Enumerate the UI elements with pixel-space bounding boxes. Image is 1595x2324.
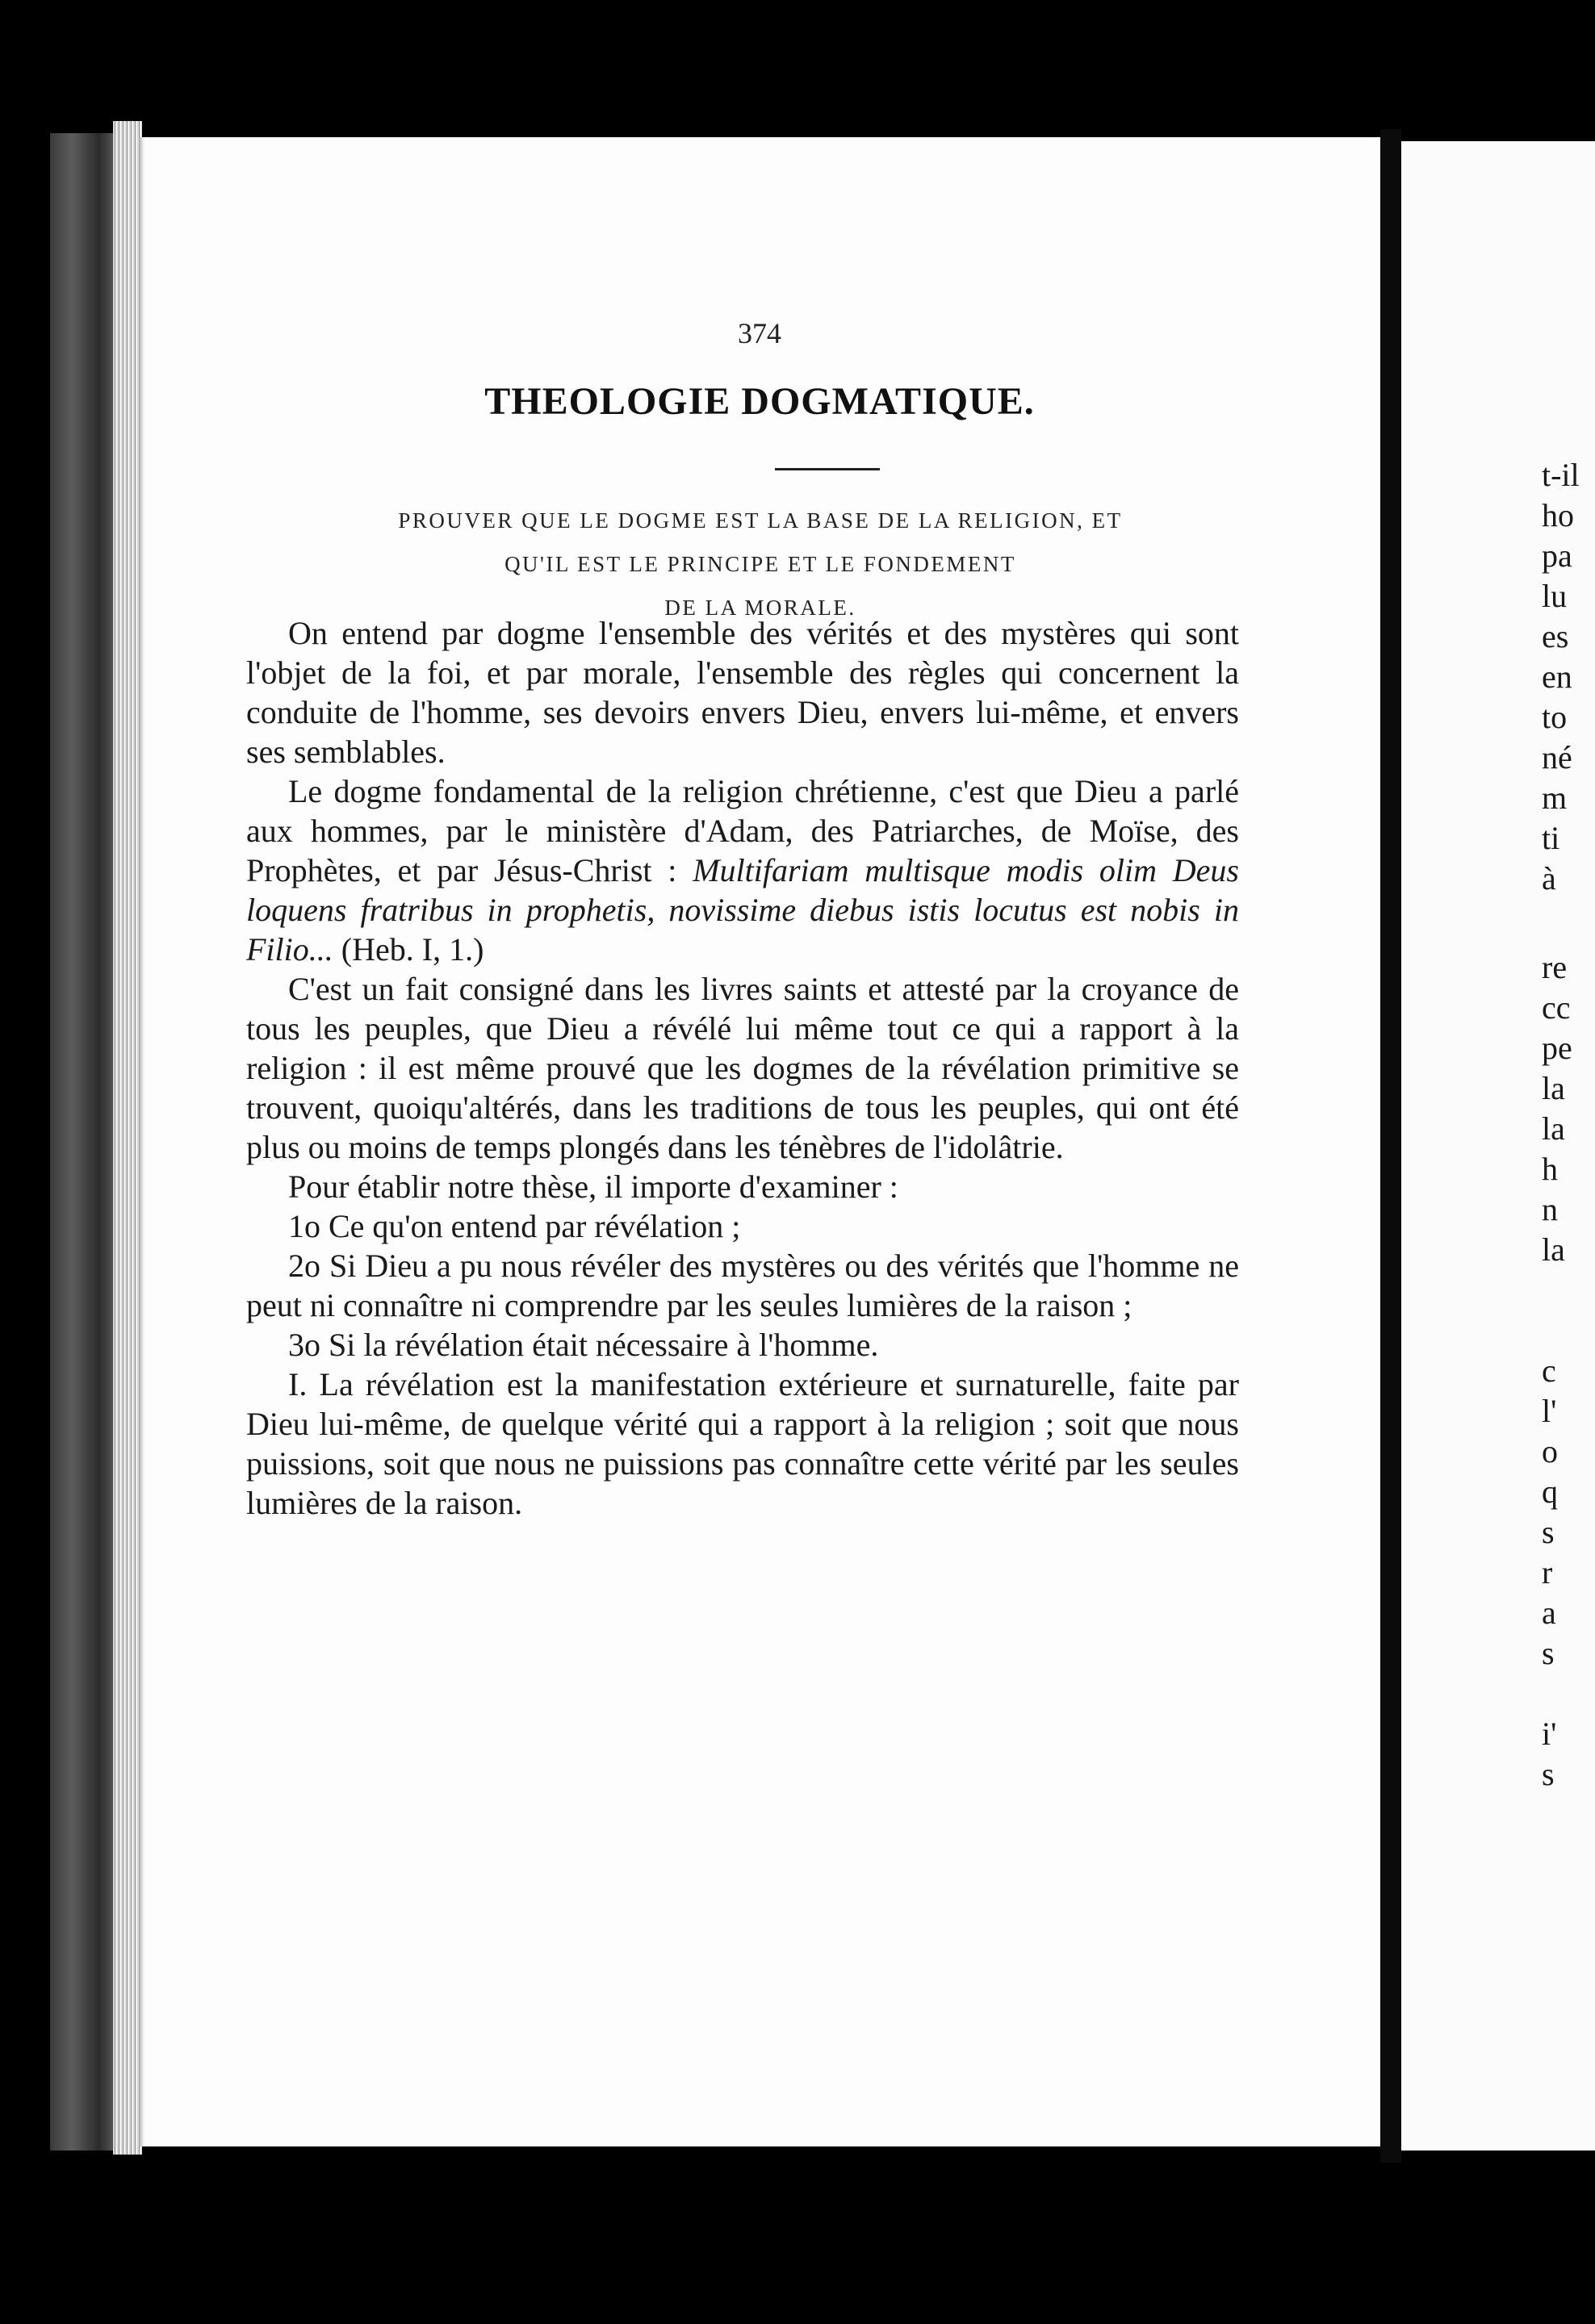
facing-fragment: cc [1542,989,1571,1026]
page-number: 374 [738,317,781,349]
paragraph: Pour établir notre thèse, il importe d'examiner : [288,1168,898,1205]
section-heading [260,499,1261,629]
facing-fragment: s [1542,1756,1555,1792]
facing-fragment: t-il [1542,457,1580,493]
paragraph-text: Le dogme fondamental de la religion chrétienne, c'est que Dieu a parlé aux hommes, par le ministère d'Adam, des Patriarches, de Moïse, des Prophètes, et par Jésus-Christ : [246,773,1239,888]
facing-fragment: c [1542,1352,1556,1389]
facing-fragment: ho [1542,497,1574,533]
facing-fragment: s [1542,1514,1555,1550]
paragraph: C'est un fait consigné dans les livres saints et attesté par la croyance de tous les peuples, que Dieu a révélé lui même tout ce qui a rapport à la religion : il est même prouvé que les dogmes de la révélation primitive se trouvent, quoiqu'altérés, dans les traditions de tous les peuples, qui ont été plus ou moins de temps plongés dans les ténèbres de l'idolâtrie. [246,971,1239,1165]
running-title: THEOLOGIE DOGMATIQUE. [484,380,1035,423]
latin-quote: Multifariam multisque modis olim Deus loquens fratribus in prophetis, novissime diebus istis locutus est nobis in Filio... [246,852,1240,968]
facing-fragment: q [1542,1473,1558,1510]
paragraph: I. La révélation est la manifestation extérieure et surnaturelle, faite par Dieu lui-même, de quelque vérité qui a rapport à la religion ; soit que nous puissions, soit que nous ne puissions pas connaître cette vérité par les seules lumières de la raison. [246,1366,1239,1521]
facing-fragment: à [1542,860,1556,897]
citation: (Heb. I, 1.) [333,931,484,968]
section-heading-line: DE LA MORALE. [664,596,856,620]
facing-fragment: re [1542,949,1568,985]
facing-fragment: n [1542,1191,1558,1227]
facing-page [1401,141,1595,2151]
facing-fragment: la [1542,1070,1565,1106]
paragraph [246,771,1239,969]
facing-fragment: pe [1542,1030,1572,1066]
facing-fragment: h [1542,1151,1558,1187]
facing-fragment: i' [1542,1716,1557,1752]
facing-fragment: la [1542,1110,1565,1147]
facing-fragment: to [1542,699,1568,735]
facing-fragment: l' [1542,1393,1557,1429]
gutter [1380,129,1401,2163]
title-rule [775,468,880,470]
list-item: 1o Ce qu'on entend par révélation ; [288,1208,741,1244]
section-heading-line: QU'IL EST LE PRINCIPE ET LE FONDEMENT [504,552,1016,576]
facing-fragment: né [1542,739,1572,775]
section-heading-line: PROUVER QUE LE DOGME EST LA BASE DE LA RELIGION, ET [398,508,1123,533]
facing-fragment: ti [1542,820,1560,856]
list-item: 2o Si Dieu a pu nous révéler des mystères ou des vérités que l'homme ne peut ni connaître ni comprendre par les seules lumières de la raison ; [246,1248,1239,1323]
facing-fragment: lu [1542,578,1568,614]
facing-fragment: m [1542,780,1568,816]
page-edges [113,121,142,2155]
facing-fragment: s [1542,1635,1555,1671]
facing-fragment: o [1542,1433,1558,1469]
facing-fragment: a [1542,1595,1556,1631]
facing-fragment: r [1542,1554,1553,1590]
facing-fragment: pa [1542,537,1572,574]
facing-fragment: la [1542,1231,1565,1268]
body-text [246,613,1239,1523]
facing-fragment: es [1542,618,1569,654]
facing-fragment: en [1542,658,1572,695]
list-item: 3o Si la révélation était nécessaire à l'homme. [288,1327,879,1363]
paragraph: On entend par dogme l'ensemble des vérités et des mystères qui sont l'objet de la foi, et par morale, l'ensemble des règles qui concernent la conduite de l'homme, ses devoirs envers Dieu, envers lui-même, et envers ses semblables. [246,615,1239,770]
